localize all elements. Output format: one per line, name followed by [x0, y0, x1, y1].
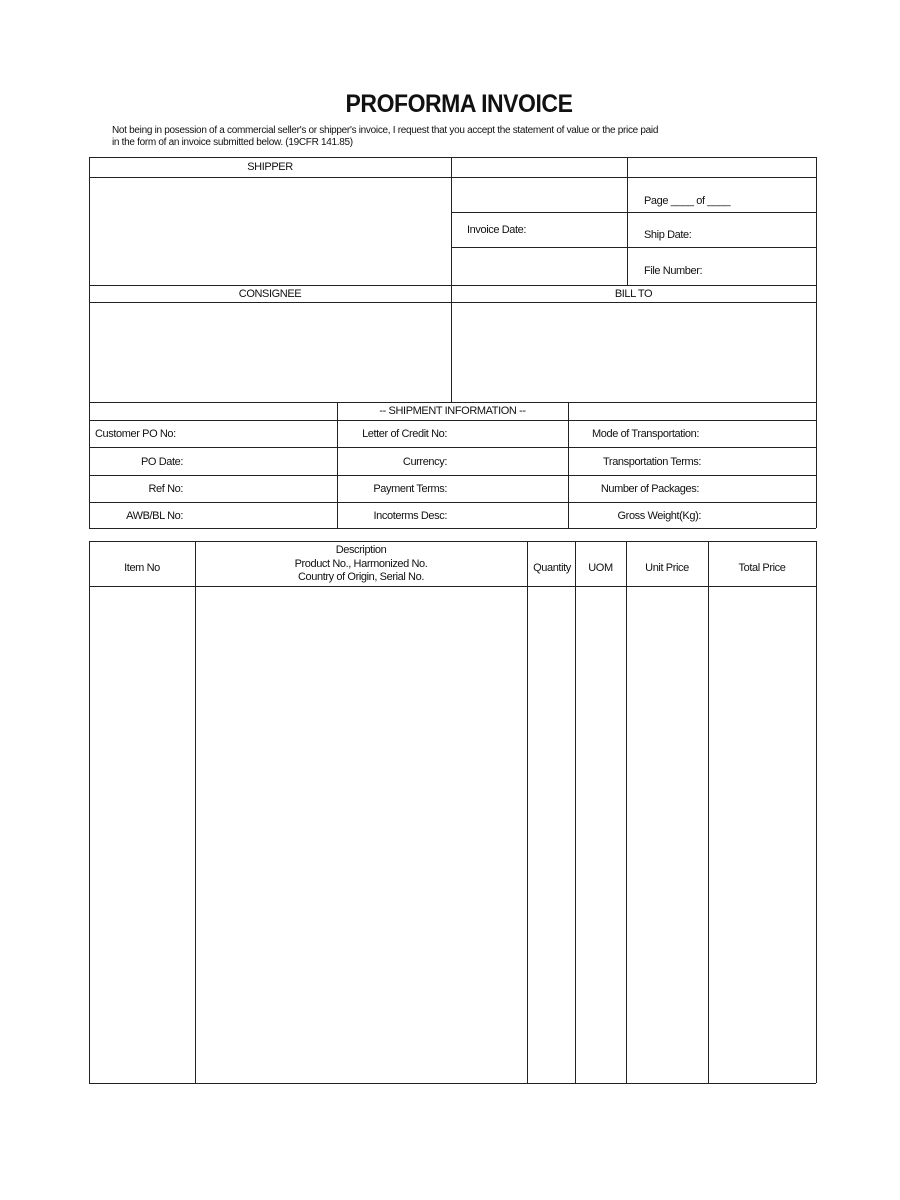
divider: [89, 1083, 816, 1084]
number-of-packages-label: Number of Packages:: [600, 483, 699, 495]
divider: [451, 247, 816, 248]
bill-to-field[interactable]: [453, 304, 814, 401]
gross-weight-field[interactable]: [703, 504, 814, 527]
letter-of-credit-field[interactable]: [449, 422, 566, 446]
divider: [816, 157, 817, 402]
description-line-2: Product No., Harmonized No.: [294, 557, 428, 570]
divider: [89, 475, 816, 476]
divider: [89, 402, 816, 403]
divider: [626, 541, 627, 1083]
description-line-1: Description: [335, 544, 387, 556]
po-date-field[interactable]: [185, 449, 335, 474]
item-no-column-field[interactable]: [91, 588, 194, 1082]
unit-price-column-field[interactable]: [628, 588, 707, 1082]
divider: [89, 541, 90, 1083]
header-blank-field[interactable]: [453, 179, 625, 211]
divider: [89, 447, 816, 448]
quantity-column-field[interactable]: [529, 588, 574, 1082]
column-header-total-price: Total Price: [738, 562, 786, 574]
divider: [89, 541, 816, 542]
header-blank-field[interactable]: [629, 159, 814, 176]
column-header-description: [195, 544, 527, 585]
gross-weight-label: Gross Weight(Kg):: [617, 510, 701, 522]
ref-no-label: Ref No:: [148, 483, 183, 495]
file-number-label: File Number:: [644, 265, 703, 277]
intro-text: [112, 125, 812, 149]
divider: [89, 285, 816, 286]
page-number-label[interactable]: Page ____ of ____: [644, 195, 731, 207]
divider: [89, 586, 816, 587]
consignee-label: CONSIGNEE: [238, 288, 302, 300]
divider: [527, 541, 528, 1083]
divider: [89, 528, 816, 529]
divider: [575, 541, 576, 1083]
po-date-label: PO Date:: [140, 456, 183, 468]
incoterms-desc-field[interactable]: [449, 504, 566, 527]
column-header-unit-price: Unit Price: [645, 562, 689, 574]
uom-column-field[interactable]: [577, 588, 625, 1082]
divider: [627, 157, 628, 285]
ship-date-label: Ship Date:: [644, 229, 692, 241]
divider: [195, 541, 196, 1083]
currency-label: Currency:: [402, 456, 447, 468]
shipment-info-heading: -- SHIPMENT INFORMATION --: [379, 405, 526, 417]
transportation-terms-field[interactable]: [703, 449, 814, 474]
divider: [89, 502, 816, 503]
customer-po-field[interactable]: [185, 422, 335, 446]
transportation-terms-label: Transportation Terms:: [603, 456, 701, 468]
file-number-field[interactable]: [712, 249, 814, 284]
header-blank-field[interactable]: [453, 159, 625, 176]
divider: [816, 541, 817, 1083]
divider: [89, 420, 816, 421]
mode-of-transportation-label: Mode of Transportation:: [592, 428, 699, 440]
invoice-date-label: Invoice Date:: [467, 224, 527, 236]
description-line-3: Country of Origin, Serial No.: [298, 571, 424, 583]
column-header-uom: UOM: [588, 562, 613, 574]
header-blank-field[interactable]: [453, 249, 625, 284]
page-title: PROFORMA INVOICE: [345, 90, 573, 118]
intro-line-2: in the form of an invoice submitted below. (19CFR 141.85): [112, 137, 353, 148]
number-of-packages-field[interactable]: [703, 477, 814, 501]
bill-to-label: BILL TO: [614, 288, 653, 300]
incoterms-desc-label: Incoterms Desc:: [373, 510, 447, 522]
ref-no-field[interactable]: [185, 477, 335, 501]
divider: [89, 177, 816, 178]
shipper-field[interactable]: [91, 179, 449, 284]
currency-field[interactable]: [449, 449, 566, 474]
column-header-quantity: Quantity: [533, 562, 571, 574]
customer-po-label: Customer PO No:: [95, 428, 176, 440]
divider: [451, 157, 452, 402]
divider: [89, 302, 816, 303]
description-column-field[interactable]: [197, 588, 526, 1082]
column-header-item-no: Item No: [124, 562, 160, 574]
total-price-column-field[interactable]: [710, 588, 815, 1082]
divider: [816, 402, 817, 528]
divider: [708, 541, 709, 1083]
divider: [451, 212, 816, 213]
awb-bl-label: AWB/BL No:: [126, 510, 183, 522]
shipper-label: SHIPPER: [247, 161, 293, 173]
intro-line-1: Not being in posession of a commercial seller's or shipper's invoice, I request that you accept the statement of value or the price paid: [112, 125, 659, 136]
mode-of-transportation-field[interactable]: [703, 422, 814, 446]
divider: [89, 157, 90, 402]
invoice-date-field[interactable]: [540, 214, 625, 246]
letter-of-credit-label: Letter of Credit No:: [362, 428, 447, 440]
awb-bl-field[interactable]: [185, 504, 335, 527]
divider: [89, 157, 816, 158]
payment-terms-label: Payment Terms:: [373, 483, 447, 495]
ship-date-field[interactable]: [700, 214, 814, 246]
payment-terms-field[interactable]: [449, 477, 566, 501]
consignee-field[interactable]: [91, 304, 449, 401]
